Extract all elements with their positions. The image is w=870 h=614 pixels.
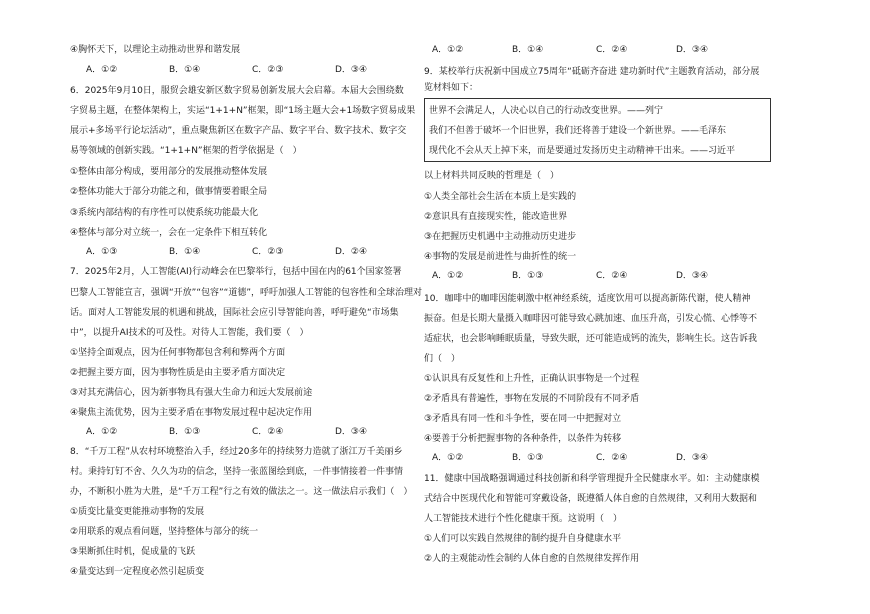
options-row bbox=[70, 64, 415, 76]
choice-2: ②把握主要方面，因为事物性质是由主要矛盾方面决定 bbox=[70, 368, 286, 378]
text-line: 字贸易主题，在整体架构上，实运“1+1+N”框架，即“1场主题大会+1场数字贸易成果 bbox=[70, 106, 416, 116]
quote-xi: 现代化不会从天上掉下来，而是要通过发扬历史主动精神干出来。——习近平 bbox=[429, 146, 736, 156]
option-b[interactable]: B．①④ bbox=[169, 65, 201, 75]
choice-1: ①质变比量变更能推动事物的发展 bbox=[70, 507, 205, 517]
text-line: 振奋。但是长期大量摄入咖啡因可能导致心跳加速、血压升高，引发心慌、心悸等不 bbox=[424, 314, 758, 324]
choice-1: ①整体由部分构成，要用部分的发展推动整体发展 bbox=[70, 167, 268, 177]
option-b[interactable]: B．①③ bbox=[169, 427, 201, 437]
choice-4: ④整体与部分对立统一，会在一定条件下相互转化 bbox=[70, 228, 268, 238]
options-row bbox=[424, 44, 776, 56]
choice-3: ③系统内部结构的有序性可以使系统功能最大化 bbox=[70, 208, 259, 218]
text-line: 话。面对人工智能发展的机遇和挑战，国际社会应引导智能向善，呼吁避免“市场集 bbox=[70, 308, 399, 318]
text-line: ④胸怀天下，以理论主动推动世界和谐发展 bbox=[70, 45, 241, 55]
text-line: 展示+多场平行论坛活动”，重点聚焦新区在数字产品、数字平台、数字技术、数字交 bbox=[70, 126, 407, 136]
option-c[interactable]: C．②④ bbox=[596, 453, 628, 463]
option-c[interactable]: C．②③ bbox=[252, 65, 284, 75]
choice-1: ①人类全部社会生活在本质上是实践的 bbox=[424, 192, 577, 202]
quote-lenin: 世界不会满足人，人决心以自己的行动改变世界。——列宁 bbox=[429, 106, 664, 116]
option-a[interactable]: A．①② bbox=[432, 45, 464, 55]
text-line: 览材料如下： bbox=[424, 83, 479, 93]
option-c[interactable]: C．②④ bbox=[596, 45, 628, 55]
option-d[interactable]: D．③④ bbox=[335, 427, 368, 437]
question-7-stem: 7．2025年2月，人工智能(AI)行动峰会在巴黎举行，包括中国在内的61个国家签署 bbox=[70, 267, 402, 277]
text-line: 巴黎人工智能宣言，强调“开放”“包容”“道德”，呼吁加强人工智能的包容性和全球治理对 bbox=[70, 288, 422, 298]
choice-1: ①坚持全面观点，因为任何事物都包含利和弊两个方面 bbox=[70, 348, 286, 358]
choice-1: ①人们可以实践自然规律的制约提升自身健康水平 bbox=[424, 534, 622, 544]
text-line: 人工智能技术进行个性化健康干预。这说明（ ） bbox=[424, 514, 623, 524]
choice-4: ④事物的发展是前进性与曲折性的统一 bbox=[424, 252, 577, 262]
question-8-stem: 8．“千万工程”从农村环境整治入手，经过20多年的持续努力造就了浙江万千美丽乡 bbox=[70, 447, 403, 457]
choice-4: ④要善于分析把握事物的各种条件，以条件为转移 bbox=[424, 434, 622, 444]
text-line: 适症状，也会影响睡眠质量，导致失眠，还可能造成钙的流失，影响生长。这告诉我 bbox=[424, 334, 758, 344]
choice-2: ②人的主观能动性会制约人体自愈的自然规律发挥作用 bbox=[424, 554, 640, 564]
option-a[interactable]: A．①② bbox=[86, 427, 118, 437]
option-a[interactable]: A．①② bbox=[86, 65, 118, 75]
option-b[interactable]: B．①③ bbox=[512, 453, 544, 463]
choice-4: ④聚焦主流优势，因为主要矛盾在事物发展过程中起决定作用 bbox=[70, 408, 313, 418]
choice-2: ②整体功能大于部分功能之和，做事情要着眼全局 bbox=[70, 187, 268, 197]
option-a[interactable]: A．①② bbox=[432, 271, 464, 281]
question-text: 以上材料共同反映的哲理是（ ） bbox=[424, 171, 560, 181]
text-line: 村。秉持钉钉不舍、久久为功的信念，坚持一张蓝图绘到底，一件事情接着一件事情 bbox=[70, 467, 404, 477]
option-b[interactable]: B．①④ bbox=[169, 247, 201, 257]
option-a[interactable]: A．①③ bbox=[86, 247, 118, 257]
option-d[interactable]: D．③④ bbox=[676, 453, 709, 463]
option-d[interactable]: D．③④ bbox=[335, 65, 368, 75]
choice-2: ②用联系的观点看问题，坚持整体与部分的统一 bbox=[70, 527, 259, 537]
choice-3: ③果断抓住时机，促成量的飞跃 bbox=[70, 547, 196, 557]
option-c[interactable]: C．②④ bbox=[596, 271, 628, 281]
option-d[interactable]: D．③④ bbox=[676, 45, 709, 55]
option-d[interactable]: D．③④ bbox=[676, 271, 709, 281]
question-11-stem: 11．健康中国战略强调通过科技创新和科学管理提升全民健康水平。如：主动健康模 bbox=[424, 474, 760, 484]
question-6-stem: 6．2025年9月10日，服贸会雄安新区数字贸易创新发展大会启幕。本届大会围绕数 bbox=[70, 86, 404, 96]
option-d[interactable]: D．②④ bbox=[335, 247, 368, 257]
option-a[interactable]: A．①② bbox=[432, 453, 464, 463]
question-9-stem: 9．某校举行庆祝新中国成立75周年“砥砺齐奋进 建功新时代”主题教育活动，部分展 bbox=[424, 67, 760, 77]
quote-box bbox=[424, 98, 771, 162]
question-10-stem: 10．咖啡中的咖啡因能刺激中枢神经系统，适度饮用可以提高新陈代谢，使人精神 bbox=[424, 294, 751, 304]
choice-1: ①认识具有反复性和上升性，正确认识事物是一个过程 bbox=[424, 374, 640, 384]
options-row bbox=[70, 426, 415, 438]
choice-3: ③对其充满信心，因为新事物具有强大生命力和远大发展前途 bbox=[70, 388, 313, 398]
text-line: 办，不断积小胜为大胜，是“千万工程”行之有效的做法之一。这一做法启示我们（ ） bbox=[70, 487, 413, 497]
options-row bbox=[424, 270, 776, 282]
options-row bbox=[70, 246, 415, 258]
option-c[interactable]: C．②④ bbox=[252, 427, 284, 437]
text-line: 们（ ） bbox=[424, 354, 461, 364]
choice-3: ③矛盾具有同一性和斗争性，要在同一中把握对立 bbox=[424, 414, 622, 424]
choice-2: ②矛盾具有普遍性，事物在发展的不同阶段有不同矛盾 bbox=[424, 394, 640, 404]
options-row bbox=[424, 452, 776, 464]
option-b[interactable]: B．①③ bbox=[512, 271, 544, 281]
text-line: 中”，以提升AI技术的可及性。对待人工智能，我们要（ ） bbox=[70, 328, 309, 338]
choice-4: ④量变达到一定程度必然引起质变 bbox=[70, 567, 205, 577]
quote-mao: 我们不但善于破坏一个旧世界，我们还将善于建设一个新世界。——毛泽东 bbox=[429, 126, 727, 136]
option-b[interactable]: B．①④ bbox=[512, 45, 544, 55]
choice-3: ③在把握历史机遇中主动推动历史进步 bbox=[424, 232, 577, 242]
text-line: 易等领域的创新实践。“1+1+N”框架的哲学依据是（ ） bbox=[70, 146, 302, 156]
option-c[interactable]: C．②③ bbox=[252, 247, 284, 257]
choice-2: ②意识具有直接现实性，能改造世界 bbox=[424, 212, 568, 222]
text-line: 式结合中医现代化和智能可穿戴设备，既遵循人体自愈的自然规律，又利用大数据和 bbox=[424, 494, 758, 504]
